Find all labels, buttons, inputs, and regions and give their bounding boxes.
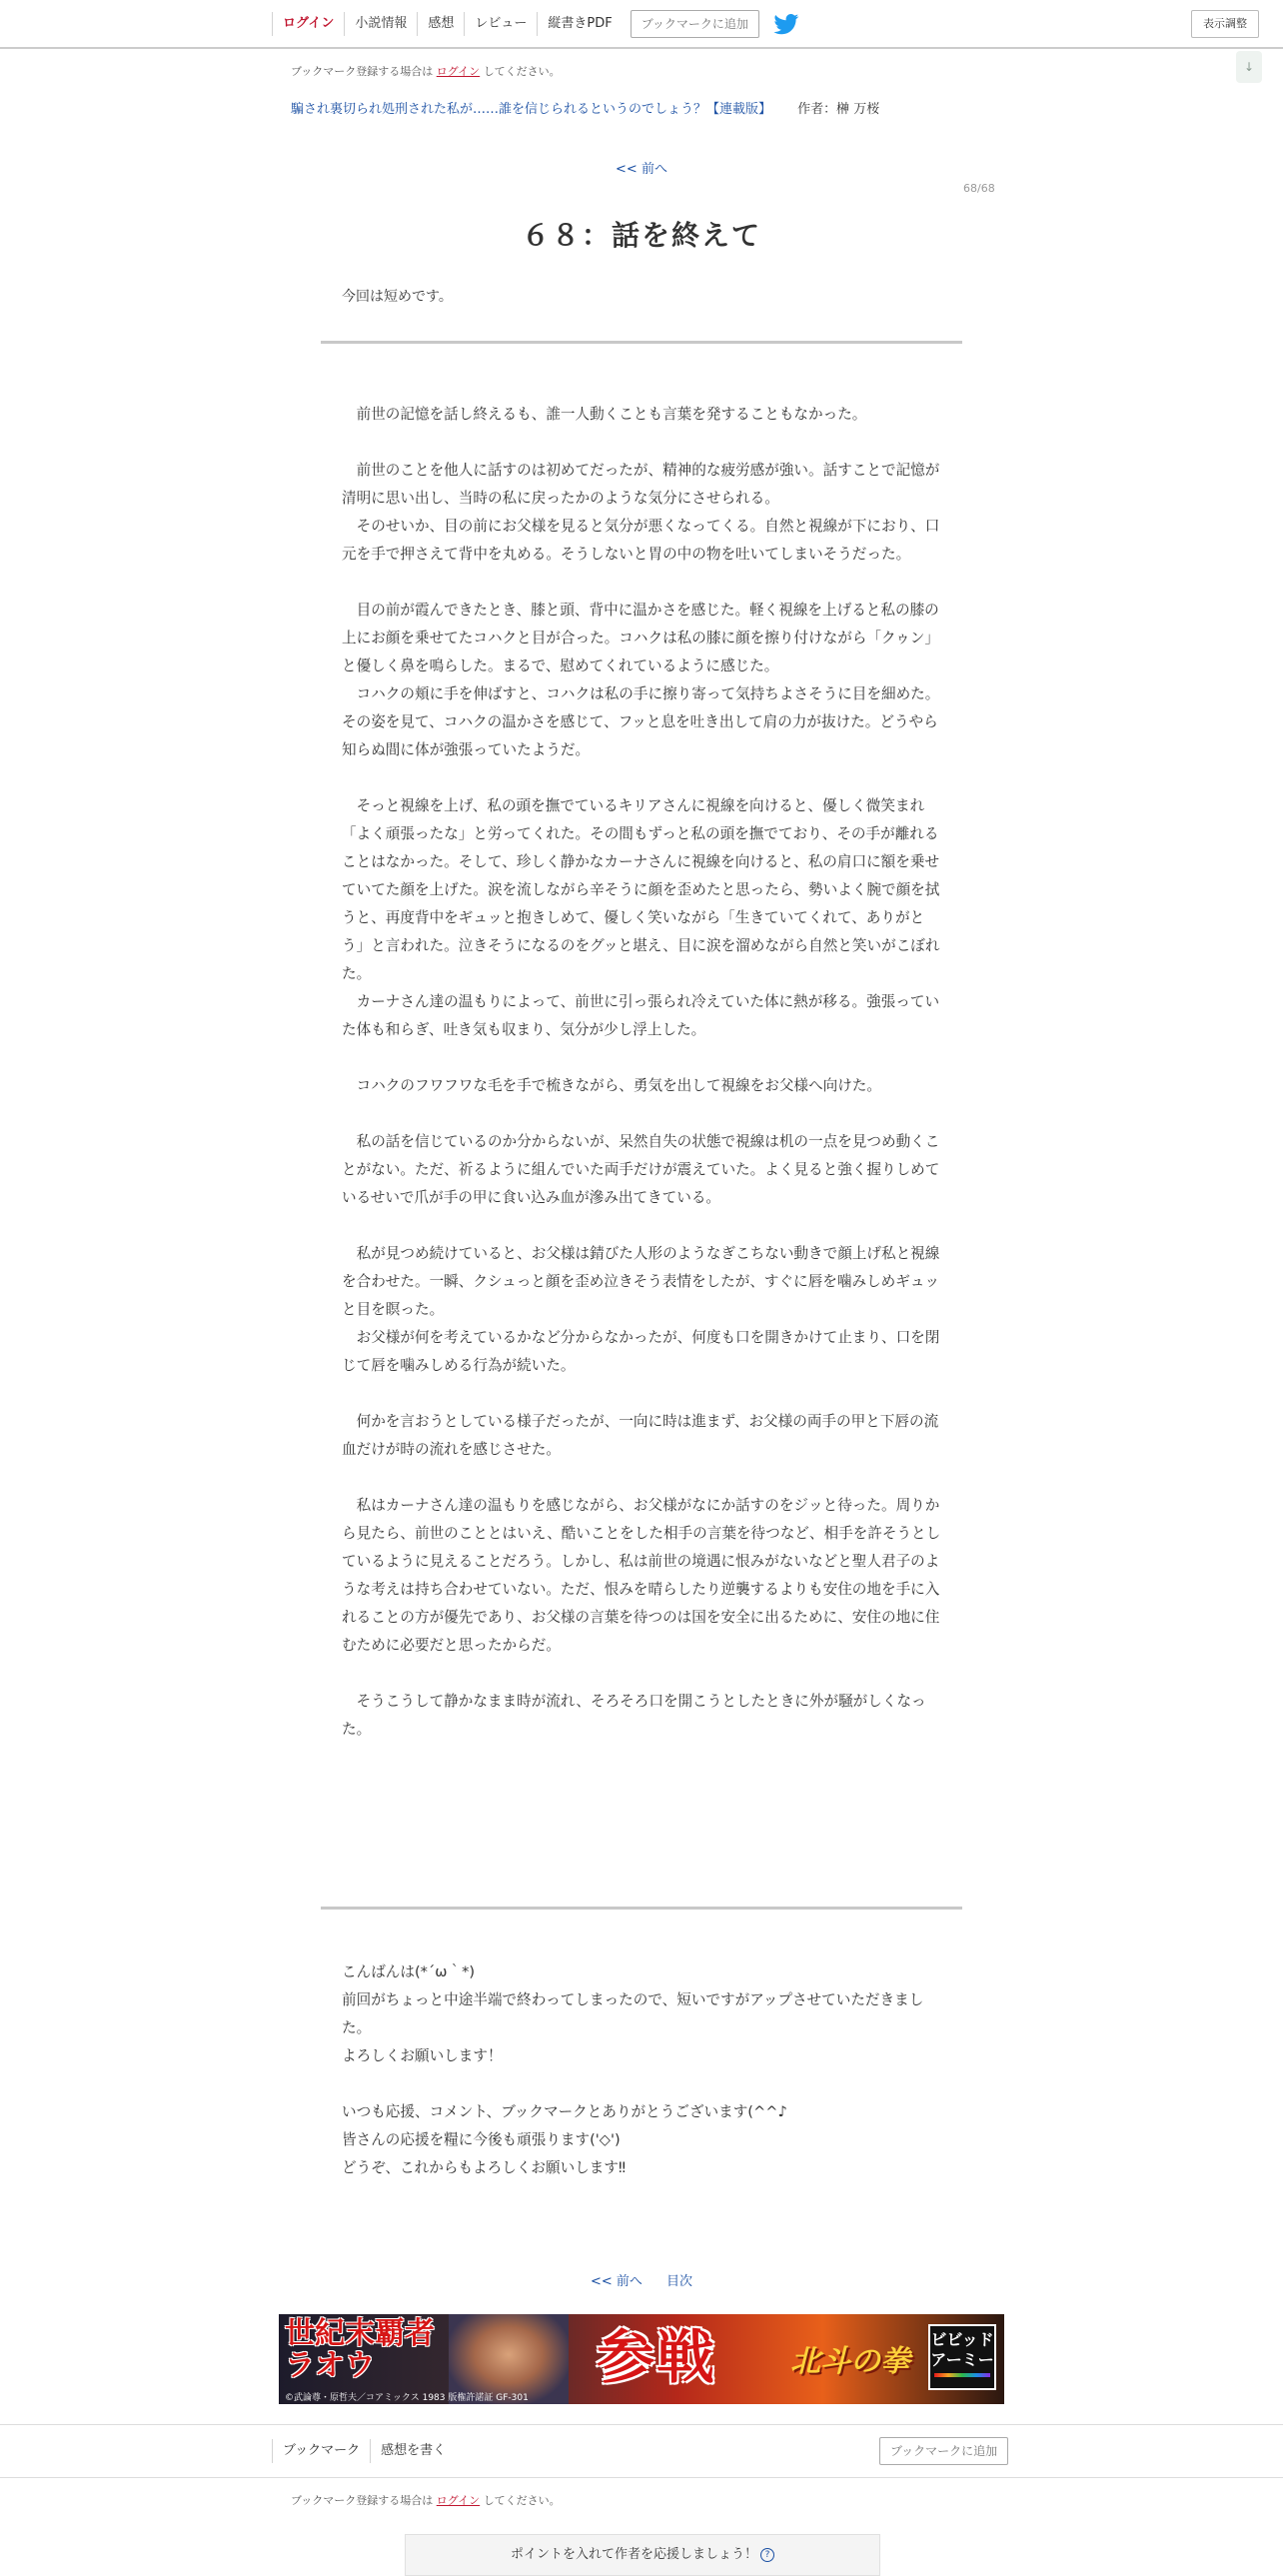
bottom-bookmark-add-button[interactable]: ブックマークに追加 <box>879 2437 1008 2465</box>
body-paragraph: コハクのフワフワな毛を手で梳きながら、勇気を出して視線をお父様へ向けた。 <box>342 1077 881 1094</box>
top-pager <box>0 158 1283 177</box>
novel-info-link[interactable]: 小説情報 <box>344 12 417 36</box>
body-paragraph <box>342 1380 941 1408</box>
body-paragraph: 私の話を信じているのか分からないが、呆然自失の状態で視線は机の一点を見つめ動くことがない。ただ、祈るように組んでいた両手だけが震えていた。よく見ると強く握りしめているせいで爪が手の甲に食い込み血が滲み出てきている。 <box>342 1133 940 1206</box>
display-settings-button[interactable]: 表示調整 <box>1191 10 1259 38</box>
bookmark-login-notice <box>291 63 561 79</box>
banner-vivid-line2: アーミー <box>930 2350 994 2369</box>
chapter-preface: 今回は短めです。 <box>342 289 453 305</box>
body-paragraph: 前世の記憶を話し終えるも、誰一人動くことも言葉を発することもなかった。 <box>342 406 867 423</box>
bottom-notice-suffix: してください。 <box>483 2494 561 2507</box>
scroll-down-button[interactable]: ↓ <box>1236 51 1262 83</box>
body-paragraph: 私はカーナさん達の温もりを感じながら、お父様がなにか話すのをジッと待った。周りから見たら、前世のこととはいえ、酷いことをした相手の言葉を待つなど、相手を許そうとしているように見えることだろう。しかし、私は前世の境遇に恨みがないなどと聖人君子のような考えは持ち合わせていない。ただ、恨みを晴らしたり逆襲するよりも安住の地を手に入れることの方が優先であり、お父様の言葉を待つのは国を安全に出るために、安住の地に住むために必要だと思ったからだ。 <box>342 1497 941 1654</box>
impressions-link[interactable]: 感想 <box>417 12 464 36</box>
login-link[interactable]: ログイン <box>272 12 344 36</box>
bookmark-link[interactable]: ブックマーク <box>272 2439 370 2463</box>
body-paragraph <box>342 1044 941 1072</box>
body-paragraph <box>342 1464 941 1492</box>
bottom-bookmark-login-notice <box>291 2492 561 2508</box>
banner-left-line1: 世紀末覇者 <box>285 2316 435 2351</box>
twitter-icon[interactable] <box>773 13 799 35</box>
banner-left-text <box>285 2318 435 2382</box>
afterword-paragraph: どうぞ、これからもよろしくお願いします‼ <box>342 2159 627 2176</box>
ad-banner[interactable] <box>279 2314 1004 2404</box>
series-title-link[interactable]: 騙され裏切られ処刑された私が……誰を信じられるというのでしょう？【連載版】 <box>291 102 772 117</box>
series-header <box>291 98 879 117</box>
body-paragraph: コハクの頬に手を伸ばすと、コハクは私の手に擦り寄って気持ちよさそうに目を細めた。その姿を見て、コハクの温かさを感じて、フッと息を吐き出して肩の力が抜けた。どうやら知らぬ間に体が強張っていたようだ。 <box>342 685 940 758</box>
bottom-action-bar <box>0 2424 1283 2478</box>
body-paragraph: そのせいか、目の前にお父様を見ると気分が悪くなってくる。自然と視線が下におり、口元を手で押さえて背中を丸める。そうしないと胃の中の物を吐いてしまいそうだった。 <box>342 518 940 563</box>
body-paragraph: そうこうして静かなまま時が流れ、そろそろ口を開こうとしたときに外が騒がしくなった。 <box>342 1693 926 1738</box>
write-impression-link[interactable]: 感想を書く <box>370 2439 456 2463</box>
body-paragraph <box>342 1100 941 1128</box>
body-paragraph <box>342 429 941 457</box>
body-paragraph: 前世のことを他人に話すのは初めてだったが、精神的な疲労感が強い。話すことで記憶が清明に思い出し、当時の私に戻ったかのような気分にさせられる。 <box>342 462 940 507</box>
body-paragraph <box>342 1212 941 1240</box>
body-paragraph: お父様が何を考えているかなど分からなかったが、何度も口を開きかけて止まり、口を閉じて唇を噛みしめる行為が続いた。 <box>342 1329 940 1374</box>
bottom-prev-link[interactable]: << 前へ <box>590 2274 642 2289</box>
body-paragraph: 何かを言おうとしている様子だったが、一向に時は進まず、お父様の両手の甲と下唇の流血だけが時の流れを感じさせた。 <box>342 1413 939 1458</box>
banner-title-logo: 北斗の拳 <box>790 2344 910 2379</box>
banner-left-line2: ラオウ <box>285 2348 375 2383</box>
body-paragraph <box>342 569 941 597</box>
afterword-paragraph: 皆さんの応援を糧に今後も頑張ります('◇') <box>342 2131 621 2148</box>
chapter-afterword <box>342 1958 941 2182</box>
bookmark-add-button[interactable]: ブックマークに追加 <box>631 10 759 38</box>
afterword-paragraph: いつも応援、コメント、ブックマークとありがとうございます(^^♪ <box>342 2103 787 2120</box>
review-link[interactable]: レビュー <box>464 12 537 36</box>
banner-vivid-stripe <box>934 2373 990 2377</box>
banner-copyright: ©武論尊・原哲夫／コアミックス 1983 版権許諾証 GF-301 <box>285 2393 529 2403</box>
vertical-pdf-link[interactable]: 縦書きPDF <box>537 12 622 36</box>
top-header-bar <box>0 0 1283 49</box>
body-paragraph: 目の前が霞んできたとき、膝と頭、背中に温かさを感じた。軽く視線を上げると私の膝の上にお顔を乗せてたコハクと目が合った。コハクは私の膝に顔を擦り付けながら「クゥン」と優しく鼻を鳴らした。まるで、慰めてくれているように感じた。 <box>342 602 939 674</box>
top-nav <box>272 12 799 36</box>
afterword-paragraph: 前回がちょっと中途半端で終わってしまったので、短いですがアップさせていただきました。 <box>342 1991 924 2036</box>
afterword-paragraph: よろしくお願いします！ <box>342 2047 503 2064</box>
preface-divider <box>321 341 962 344</box>
afterword-divider <box>321 1907 962 1910</box>
bottom-nav <box>272 2439 456 2463</box>
body-paragraph: カーナさん達の温もりによって、前世に引っ張られ冷えていた体に熱が移る。強張っていた体も和らぎ、吐き気も収まり、気分が少し浮上した。 <box>342 993 940 1038</box>
bottom-notice-login-link[interactable]: ログイン <box>436 2494 481 2507</box>
notice-login-link[interactable]: ログイン <box>436 65 481 78</box>
prev-chapter-link[interactable]: << 前へ <box>616 162 667 177</box>
help-icon[interactable]: ? <box>760 2548 774 2562</box>
chapter-body <box>342 401 941 1744</box>
body-paragraph <box>342 1660 941 1688</box>
author-name: 作者：榊 万桜 <box>797 102 880 117</box>
bottom-pager <box>0 2270 1283 2289</box>
support-text: ポイントを入れて作者を応援しましょう！ <box>510 2547 757 2562</box>
notice-suffix: してください。 <box>483 65 561 78</box>
bottom-notice-prefix: ブックマーク登録する場合は <box>291 2494 434 2507</box>
afterword-paragraph <box>342 2070 941 2098</box>
support-author-box <box>405 2534 880 2576</box>
notice-prefix: ブックマーク登録する場合は <box>291 65 434 78</box>
body-paragraph <box>342 764 941 792</box>
page-number: 68/68 <box>963 182 995 195</box>
banner-vivid-army-logo <box>928 2324 996 2390</box>
chapter-title: ６８：話を終えて <box>521 219 761 252</box>
banner-center-text: 参戦 <box>597 2323 717 2391</box>
toc-link[interactable]: 目次 <box>666 2274 693 2289</box>
banner-vivid-line1: ビビッド <box>930 2330 994 2349</box>
body-paragraph: 私が見つめ続けていると、お父様は錆びた人形のようなぎこちない動きで顔上げ私と視線を合わせた。一瞬、クシュっと顔を歪め泣きそう表情をしたが、すぐに唇を噛みしめギュッと目を瞑った。 <box>342 1245 940 1318</box>
body-paragraph: そっと視線を上げ、私の頭を撫でているキリアさんに視線を向けると、優しく微笑まれ「よく頑張ったな」と労ってくれた。その間もずっと私の頭を撫でており、その手が離れることはなかった。そして、珍しく静かなカーナさんに視線を向けると、私の肩口に額を乗せていてた顔を上げた。涙を流しながら辛そうに顔を歪めたと思ったら、勢いよく腕で顔を拭うと、再度背中をギュッと抱きしめて、優しく笑いながら「生きていてくれて、ありがとう」と言われた。泣きそうになるのをグッと堪え、目に涙を溜めながら自然と笑いがこぼれた。 <box>342 797 940 982</box>
afterword-paragraph: こんばんは(*´ω｀*) <box>342 1963 476 1980</box>
